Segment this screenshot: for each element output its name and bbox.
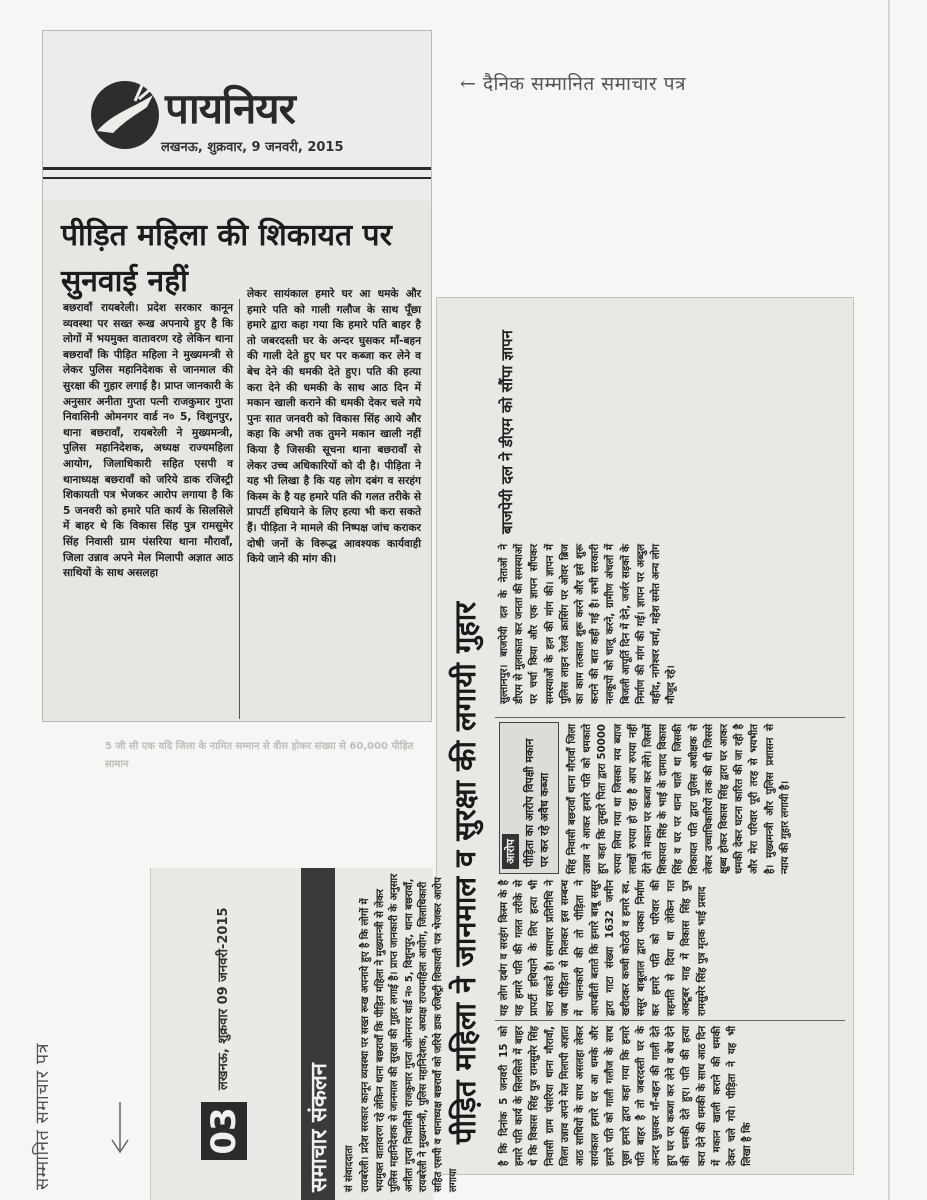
rotated-divider-2 (495, 717, 845, 718)
allegation-tag: आरोप (502, 834, 519, 869)
page-number: 03 (201, 1102, 247, 1160)
handwritten-arrow-icon (100, 1100, 140, 1160)
rotated-subheadline: बाजपेयी दल ने डीएम को सौंपा ज्ञापन (498, 330, 516, 534)
pioneer-clipping (42, 30, 432, 722)
third-dateline: लखनऊ, शुक्रवार 09 जनवरी-2015 (216, 907, 231, 1090)
rotated-column-2: यह लोग दबंग व सरहंग किस्म के है यह हमारे पति की गलत तरीके से प्रापर्टी हथियाने के लिए हत्या भी करा सकते है। समाचार प्रतिनिधि ने जब पीड़िता से मिलकर इस सम्बन्ध में जानकारी की तो पीड़िता ने आपबीती बताते कि हमारे बाबू ससुर द्वारा गाटा संख्या 1632 जमीन खरीदकर कच्ची कोठरी व हमारे स्व. ससुर बाबूलाल द्वारा पक्का निर्माण कर हमारे पति को परिवार की सहमति से दिया था लेकिन गत अक्टूबर माह में विकास सिंह पुत्र रामसुमेर सिंह पुत्र मृतक भाई प्रसाद (499, 880, 708, 1016)
handwritten-note-left: सम्मानित समाचार पत्र (32, 1042, 53, 1190)
allegation-box (499, 722, 559, 874)
rotated-headline: पीड़ित महिला ने जानमाल व सुरक्षा की लगायी गुहार (448, 601, 482, 1144)
rotated-column-3: सिंह निवासी बछरावाँ थाना मौरावाँ जिला उन्नाव ने आकर हमारे पति को धमकाते हुए कहा कि तुम्हारे पिता द्वारा 50000 रुपया लिया गया था जिसका मय ब्याज लाखों रुपया हो रहा है आप रुपया नहीं देंगे तो मकान पर कब्जा कर लेंगे। जिसमें शिकायत सिंह के भाई के दामाद विकास सिंह व घर पर थाना चाले था जिसकी शिकायत पति द्वारा पुलिस अधीक्षक से लेकर उच्चाधिकारियों तक की थी जिससे क्षुब्ध होकर विकास सिंह द्वारा घर आकर धमकी देकर घटना कारित की जा रही है और मेरा परिवार पूरी तरह से भयभीत है। मुख्यमन्त्री और पुलिस प्रशासन से न्याय की गुहार लगायी है। (567, 724, 791, 874)
third-clipping (150, 868, 459, 1200)
headline: पीड़ित महिला की शिकायत पर सुनवाई नहीं (61, 218, 392, 299)
pioneer-deer-logo-icon (83, 73, 167, 157)
rotated-column-4: सुल्तानपुर। बाजपेयी दल के नेताओं ने डीएम से मुलाकात कर जनता की समस्याओं पर चर्चा किया और एक ज्ञापन सौंपकर समस्याओं के हल की मांग की। ज्ञापन में पुलिस लाइन रेलवे क्रासिंग पर ओवर ब्रिज का काम तत्काल शुरू करने और इसे शुरू कराने की बात कही गई है। सभी सरकारी नलकूपों को चालू करने, ग्रामीण अंचलों में बिजली आपूर्ति दिन में देने, जर्जर सड़कों के निर्माण की मांग की गई। ज्ञापन पर अब्दुल वहीद, नागेश्वर वर्मा, महेश समेत अन्य लोग मौजूद रहे। (499, 544, 678, 704)
allegation-text: पीड़िता का आरोप विपक्षी मकान पर कर रहे अवैध कब्जा (523, 738, 551, 867)
masthead (43, 31, 431, 201)
rotated-clipping-content (437, 298, 853, 1174)
column-divider (239, 299, 240, 719)
masthead-rule-2 (43, 177, 431, 179)
rotated-divider-1 (495, 1020, 845, 1021)
section-band-title: समाचार संकलन (306, 1063, 332, 1192)
paper-edge (888, 0, 890, 1200)
article-column-2: लेकर सायंकाल हमारे घर आ धमके और हमारे पति को गाली गलौज के साथ पूँछा हमारे द्वारा कहा गया कि हमारे पति बाहर है तो जबरदस्ती घर के अन्दर घुसकर माँ-बहन की गाली देते हुए घर पर कब्जा कर लेने व बेच देने की धमकी देते हुए। पति की हत्या करा देने की धमकी के साथ आठ दिन में मकान खाली कराने की धमकी देकर चले गये पुनः सात जनवरी को विकास सिंह आये और कहा कि अभी तक तुमने मकान खाली नहीं किया है जिसकी सूचना थाना बछरावाँ से लेकर उच्च अधिकारियों को दी है। पीड़िता ने यह भी लिखा है कि यह लोग दबंग व सरहंग किस्म के है यह हमारे पति की गलत तरीके से प्रापर्टी हथियाने के लिए हत्या भी करा सकते हैं। पीड़िता ने मामले की निष्पक्ष जांच कराकर दोषी जनों के विरूद्ध आवश्यक कार्यवाही किये जाने की मांग की। (247, 288, 421, 566)
rotated-column-1: है कि दिनांक 5 जनवरी 15 को हमारे पति कार्य के सिलसिले में बाहर थे कि विकास सिंह पुत्र रामसुमेर सिंह निवासी ग्राम पंसरिया थाना मौरावाँ, जिला उन्नाव अपने मेल मिलापी अज्ञात आठ साथियों के साथ असलहा लेकर सायंकाल हमारे घर आ धमके और हमारे पति को गाली गलौज के साथ पूछा हमारे द्वारा कहा गया कि हमारे पति बाहर है तो जबरदस्ती घर के अन्दर घुसकर माँ-बहन की गाली देते हुए घर पर कब्जा कर लेने व बेच देने की धमकी देते हुए। पति की हत्या करा देने की धमकी के साथ आठ दिन में मकान खाली कराने की धमकी देकर चले गये। पीड़िता ने यह भी लिखा है कि (499, 1026, 754, 1166)
third-byline: सं संवाददाता (344, 1145, 355, 1192)
masthead-rule (43, 167, 431, 170)
faded-background-text: 5 जी सी एक यदि जिला के नामित सम्मान से वीस होकर संख्या से 60,000 पीड़ित सामान (105, 741, 414, 770)
third-column-1: रायबरेली। प्रदेश सरकार कानून व्यवस्था पर सख्त रूख अपनाये हुए है कि लोगों में भयमुक्त वातावरण रहे लेकिन थाना बछरावाँ कि पीड़ित महिला ने मुख्यमन्त्री से लेकर पुलिस महानिदेशक से जानमाल की सुरक्षा की गुहार लगाई है। प्राप्त जानकारी के अनुसार अनीता गुप्ता निवासिनी राजकुमार गुप्ता ओमनगर वार्ड न० 5, विशुनपुर, थाना बछरावाँ, रायबरेली ने मुख्यमन्त्री, पुलिस महानिदेशक, अध्यक्ष राज्यमहिला आयोग, जिलाधिकारी सहित एसपी व थानाध्यक्ष बछरावाँ को जरिये डाक रजिस्ट्री शिकायती पत्र भेजकर आरोप लगाया (360, 873, 459, 1192)
paper-name: पायनियर (165, 84, 295, 133)
third-clipping-content (151, 868, 459, 1200)
article-column-1: बछरावाँ रायबरेली। प्रदेश सरकार कानून व्यवस्था पर सख्त रूख अपनाये हुए है कि लोगों में भयमुक्त वातावरण रहे लेकिन थाना बछरावाँ कि पीड़ित महिला ने मुख्यमन्त्री से लेकर पुलिस महानिदेशक से जानमाल की सुरक्षा की गुहार लगाई है। प्राप्त जानकारी के अनुसार अनीता गुप्ता पत्नी राजकुमार गुप्ता निवासिनी ओमनगर वार्ड न० 5, विशुनपुर, थाना बछरावाँ, रायबरेली ने मुख्यमन्त्री, पुलिस महानिदेशक, अध्यक्ष राज्यमहिला आयोग, जिलाधिकारी सहित एसपी व थानाध्यक्ष बछरावाँ को जरिये डाक रजिस्ट्री शिकायती पत्र भेजकर आरोप लगाया है कि 5 जनवरी को हमारे पति कार्य के सिलसिले में बाहर थे कि विकास सिंह पुत्र रामसुमेर सिंह निवासी ग्राम पंसरिया थाना मौरावाँ, जिला उन्नाव अपने मेल मिलापी अज्ञात आठ साथियों के साथ असलहा (63, 302, 233, 580)
rotated-clipping (436, 297, 854, 1175)
dateline: लखनऊ, शुक्रवार, 9 जनवरी, 2015 (161, 140, 344, 155)
handwritten-note-top: ← दैनिक सम्मानित समाचार पत्र (460, 73, 686, 95)
